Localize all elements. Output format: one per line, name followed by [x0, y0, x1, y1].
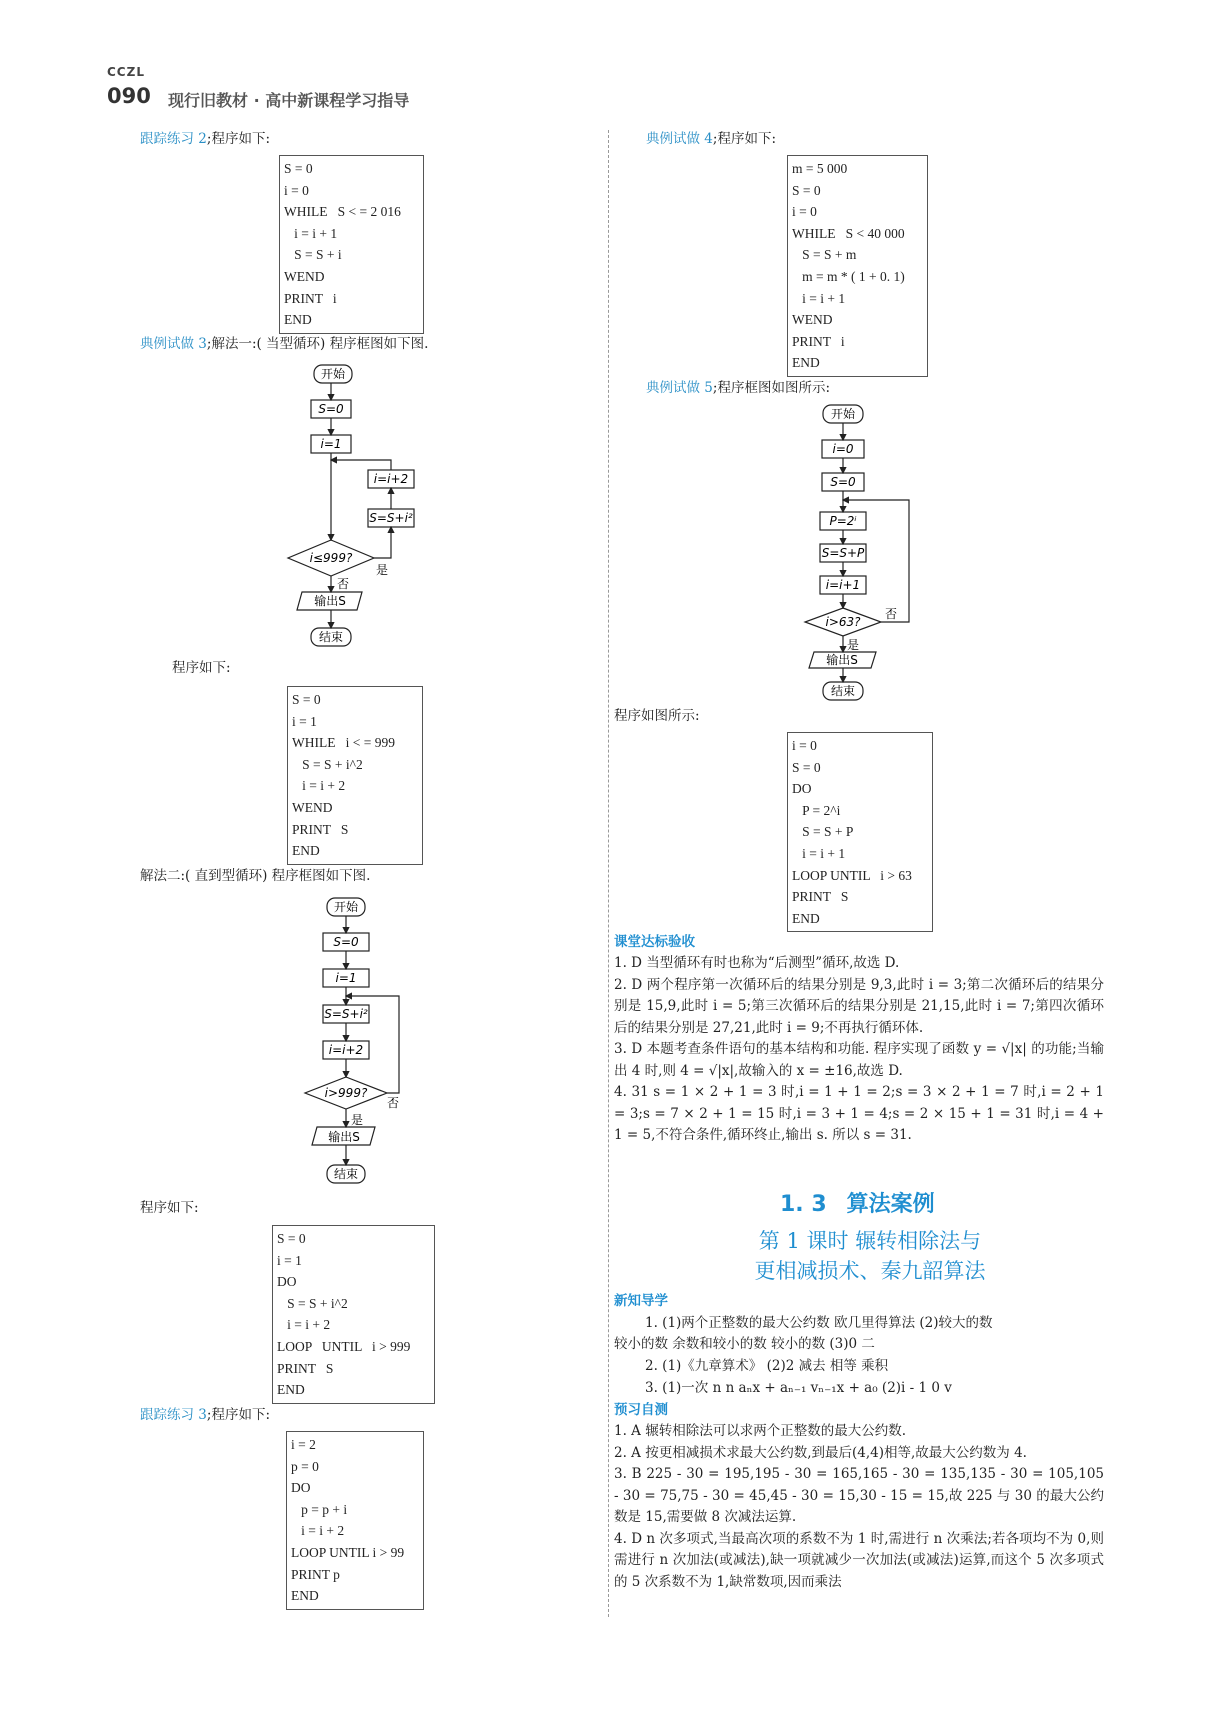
knowledge-line: 较小的数 余数和较小的数 较小的数 (3)0 二 — [614, 1336, 875, 1352]
answer-item: 2. D 两个程序第一次循环后的结果分别是 9,3,此时 i = 3;第二次循环后的结果分别是 15,9,此时 i = 5;第三次循环后的结果分别是 21,15,此时 i = 7;第四次循环后的结果分别是 27,21,此时 i = 9;不再执行循环体. — [614, 976, 1104, 1036]
flow-s0-text: S=0 — [318, 402, 344, 416]
code-line: LOOP UNTIL i > 63 — [792, 867, 912, 883]
code-line: i = i + 1 — [792, 290, 846, 306]
method2-text: 解法二:( 直到型循环) 程序框图如下图. — [140, 868, 371, 884]
flow-s0-text: S=0 — [830, 475, 856, 489]
ex3-label: 典例试做 3 — [140, 336, 207, 352]
knowledge-line: 2. (1)《九章算术》 (2)2 减去 相等 乘积 — [645, 1358, 889, 1374]
code-line: PRINT S — [792, 889, 849, 905]
ex5-heading — [646, 378, 830, 398]
code-line: P = 2^i — [792, 802, 841, 818]
flow-out-text: 输出S — [826, 653, 858, 667]
page-number: 090 — [107, 84, 151, 108]
flow-cond-text: i>63? — [825, 615, 861, 629]
code-line: i = 2 — [291, 1437, 316, 1452]
code-line: PRINT p — [291, 1566, 340, 1582]
brand-mark: CCZL — [107, 65, 145, 79]
lesson-title-line2: 更相减损术、秦九韶算法 — [754, 1259, 986, 1283]
flow-yes-text: 是 — [376, 563, 389, 577]
code-line: WHILE i < = 999 — [292, 735, 395, 751]
preview-heading: 预习自测 — [614, 1402, 668, 1418]
answer-item: 1. D 当型循环有时也称为“后测型”循环,故选 D. — [614, 955, 900, 971]
code-line: END — [291, 1588, 319, 1604]
code-line: i = 1 — [292, 713, 317, 729]
flow-power-text: P=2ⁱ — [829, 514, 857, 528]
flow-end-text: 结束 — [830, 684, 856, 698]
new-knowledge-heading: 新知导学 — [614, 1293, 668, 1309]
flow-start-text: 开始 — [333, 900, 359, 914]
ex3-code-box-1 — [287, 686, 423, 865]
classroom-answers — [614, 953, 1104, 1147]
ex4-label: 典例试做 4 — [646, 131, 713, 147]
flow-start-text: 开始 — [320, 367, 346, 381]
code-line: WHILE S < 40 000 — [792, 225, 905, 241]
code-line: i = 0 — [284, 182, 309, 198]
ex4-heading — [646, 129, 776, 149]
code-line: i = i + 2 — [292, 778, 346, 794]
code-line: END — [284, 312, 312, 328]
flow-sum-text: S=S+P — [821, 546, 865, 560]
prog-label-1: 程序如下: — [172, 660, 231, 676]
code-line: PRINT i — [792, 333, 845, 349]
code-line: END — [292, 843, 320, 859]
code-line: S = 0 — [284, 161, 313, 176]
column-divider — [608, 130, 609, 1617]
code-line: LOOP UNTIL i > 999 — [277, 1338, 411, 1354]
answer-item: 4. D n 次多项式,当最高次项的系数不为 1 时,需进行 n 次乘法;若各项均不为 0,则需进行 n 次加法(或减法),缺一项就减少一次加法(或减法)运算,而这个 5 次多项式的 5 次系数不为 1,缺常数项,因而乘法 — [614, 1530, 1104, 1590]
ex5-code-box — [787, 732, 933, 932]
ex4-text: ;程序如下: — [712, 131, 776, 147]
book-title: 现行旧教材 · 高中新课程学习指导 — [168, 91, 410, 110]
ex5-text: ;程序框图如图所示: — [712, 380, 830, 396]
code-line: m = m * ( 1 + 0. 1) — [792, 268, 905, 284]
flow-end-text: 结束 — [333, 1167, 359, 1181]
flow-no-text: 否 — [337, 577, 350, 591]
track2-text: ;程序如下: — [206, 131, 270, 147]
section-heading — [780, 1187, 955, 1218]
flow-out-text: 输出S — [328, 1130, 360, 1144]
code-line: S = S + P — [792, 824, 854, 840]
code-line: S = S + i^2 — [277, 1295, 348, 1311]
flow-inc-text: i=i+1 — [825, 578, 861, 592]
code-line: S = 0 — [277, 1231, 306, 1246]
classroom-heading: 课堂达标验收 — [614, 934, 695, 950]
ex5-label: 典例试做 5 — [646, 380, 713, 396]
flow-i1-text: i=1 — [320, 437, 342, 451]
code-line: WEND — [284, 268, 325, 284]
flow-end-text: 结束 — [318, 630, 344, 644]
flow-out-text: 输出S — [314, 594, 346, 608]
ex3-heading — [140, 334, 428, 354]
flow-yes-text: 是 — [847, 638, 860, 652]
section-number: 1. 3 — [780, 1192, 827, 1217]
ex4-code-box — [787, 155, 928, 377]
code-line: S = S + i — [284, 247, 342, 263]
flow-inc-text: i=i+2 — [328, 1043, 364, 1057]
code-line: i = 1 — [277, 1252, 302, 1268]
code-line: m = 5 000 — [792, 161, 848, 176]
answer-item: 4. 31 s = 1 × 2 + 1 = 3 时,i = 1 + 1 = 2;s = 3 × 2 + 1 = 7 时,i = 2 + 1 = 3;s = 7 × 2 + 1 = 15 时,i = 3 + 1 = 4;s = 2 × 15 + 1 = 31 时,i = 4 + 1 = 5,不符合条件,循环终止,输出 s. 所以 s = 31. — [614, 1084, 1104, 1143]
code-line: LOOP UNTIL i > 99 — [291, 1544, 405, 1560]
section-title: 算法案例 — [846, 1192, 935, 1217]
flow-s0-text: S=0 — [333, 935, 359, 949]
code-line: i = 0 — [792, 738, 817, 753]
flowchart-until — [295, 893, 435, 1193]
prog-label-2: 程序如下: — [140, 1200, 199, 1216]
code-line: DO — [277, 1274, 297, 1290]
lesson-title-line1: 第 1 课时 辗转相除法与 — [758, 1229, 982, 1253]
ex3-text: ;解法一:( 当型循环) 程序框图如下图. — [206, 336, 429, 352]
code-line: END — [277, 1382, 305, 1398]
track2-code-box — [279, 155, 424, 334]
flowchart-ex5 — [795, 400, 925, 705]
flow-yes-text: 是 — [351, 1113, 364, 1127]
track3-label: 跟踪练习 3 — [140, 1407, 207, 1423]
track2-label: 跟踪练习 2 — [140, 131, 207, 147]
code-line: DO — [291, 1480, 311, 1496]
code-line: PRINT i — [284, 290, 337, 306]
code-line: PRINT S — [292, 821, 349, 837]
track2-heading — [140, 129, 270, 149]
code-line: i = i + 1 — [792, 845, 846, 861]
code-line: END — [792, 910, 820, 926]
code-line: p = p + i — [291, 1501, 348, 1517]
knowledge-line: 3. (1)一次 n n aₙx + aₙ₋₁ vₙ₋₁x + a₀ (2)i - 1 0 v — [645, 1380, 952, 1396]
flow-no-text: 否 — [885, 607, 898, 621]
track3-heading — [140, 1405, 270, 1425]
answer-item: 1. A 辗转相除法可以求两个正整数的最大公约数. — [614, 1423, 907, 1439]
code-line: i = i + 2 — [277, 1317, 331, 1333]
track3-text: ;程序如下: — [206, 1407, 270, 1423]
flow-i1-text: i=1 — [335, 971, 357, 985]
flow-cond-text: i≤999? — [309, 551, 353, 565]
flowchart-while — [280, 360, 450, 660]
code-line: WEND — [792, 312, 833, 328]
code-line: i = i + 1 — [284, 225, 338, 241]
code-line: S = 0 — [292, 692, 321, 707]
code-line: S = 0 — [792, 759, 821, 775]
code-line: S = S + m — [792, 247, 857, 263]
code-line: WHILE S < = 2 016 — [284, 204, 401, 220]
answer-item: 3. B 225 - 30 = 195,195 - 30 = 165,165 - 30 = 135,135 - 30 = 105,105 - 30 = 75,75 - 30 = 45,45 - 30 = 15,30 - 15 = 15,故 225 与 30 的最大公约数是 15,需要做 8 次减法运算. — [614, 1466, 1104, 1525]
code-line: i = i + 2 — [291, 1523, 345, 1539]
flow-sum-text: S=S+i² — [324, 1007, 368, 1021]
flow-start-text: 开始 — [830, 407, 856, 421]
code-line: S = S + i^2 — [292, 756, 363, 772]
ex3-code-box-2 — [272, 1225, 435, 1404]
flow-no-text: 否 — [387, 1096, 400, 1110]
flow-sum-text: S=S+i² — [369, 511, 413, 525]
track3-code-box — [286, 1431, 424, 1610]
answer-item: 3. D 本题考查条件语句的基本结构和功能. 程序实现了函数 y = √|x| 的功能;当输出 4 时,则 4 = √|x|,故输入的 x = ±16,故选 D. — [614, 1041, 1104, 1079]
code-line: PRINT S — [277, 1360, 334, 1376]
flow-inc-text: i=i+2 — [373, 472, 409, 486]
knowledge-line: 1. (1)两个正整数的最大公约数 欧几里得算法 (2)较大的数 — [645, 1315, 993, 1331]
code-line: DO — [792, 781, 812, 797]
code-line: WEND — [292, 799, 333, 815]
code-line: END — [792, 355, 820, 371]
preview-answers — [614, 1421, 1104, 1593]
code-line: S = 0 — [792, 182, 821, 198]
flow-cond-text: i>999? — [324, 1086, 368, 1100]
flow-i0-text: i=0 — [832, 442, 854, 456]
code-line: p = 0 — [291, 1458, 319, 1474]
answer-item: 2. A 按更相减损术求最大公约数,到最后(4,4)相等,故最大公约数为 4. — [614, 1444, 1027, 1461]
code-line: i = 0 — [792, 204, 817, 220]
prog-label-3: 程序如图所示: — [614, 708, 700, 724]
